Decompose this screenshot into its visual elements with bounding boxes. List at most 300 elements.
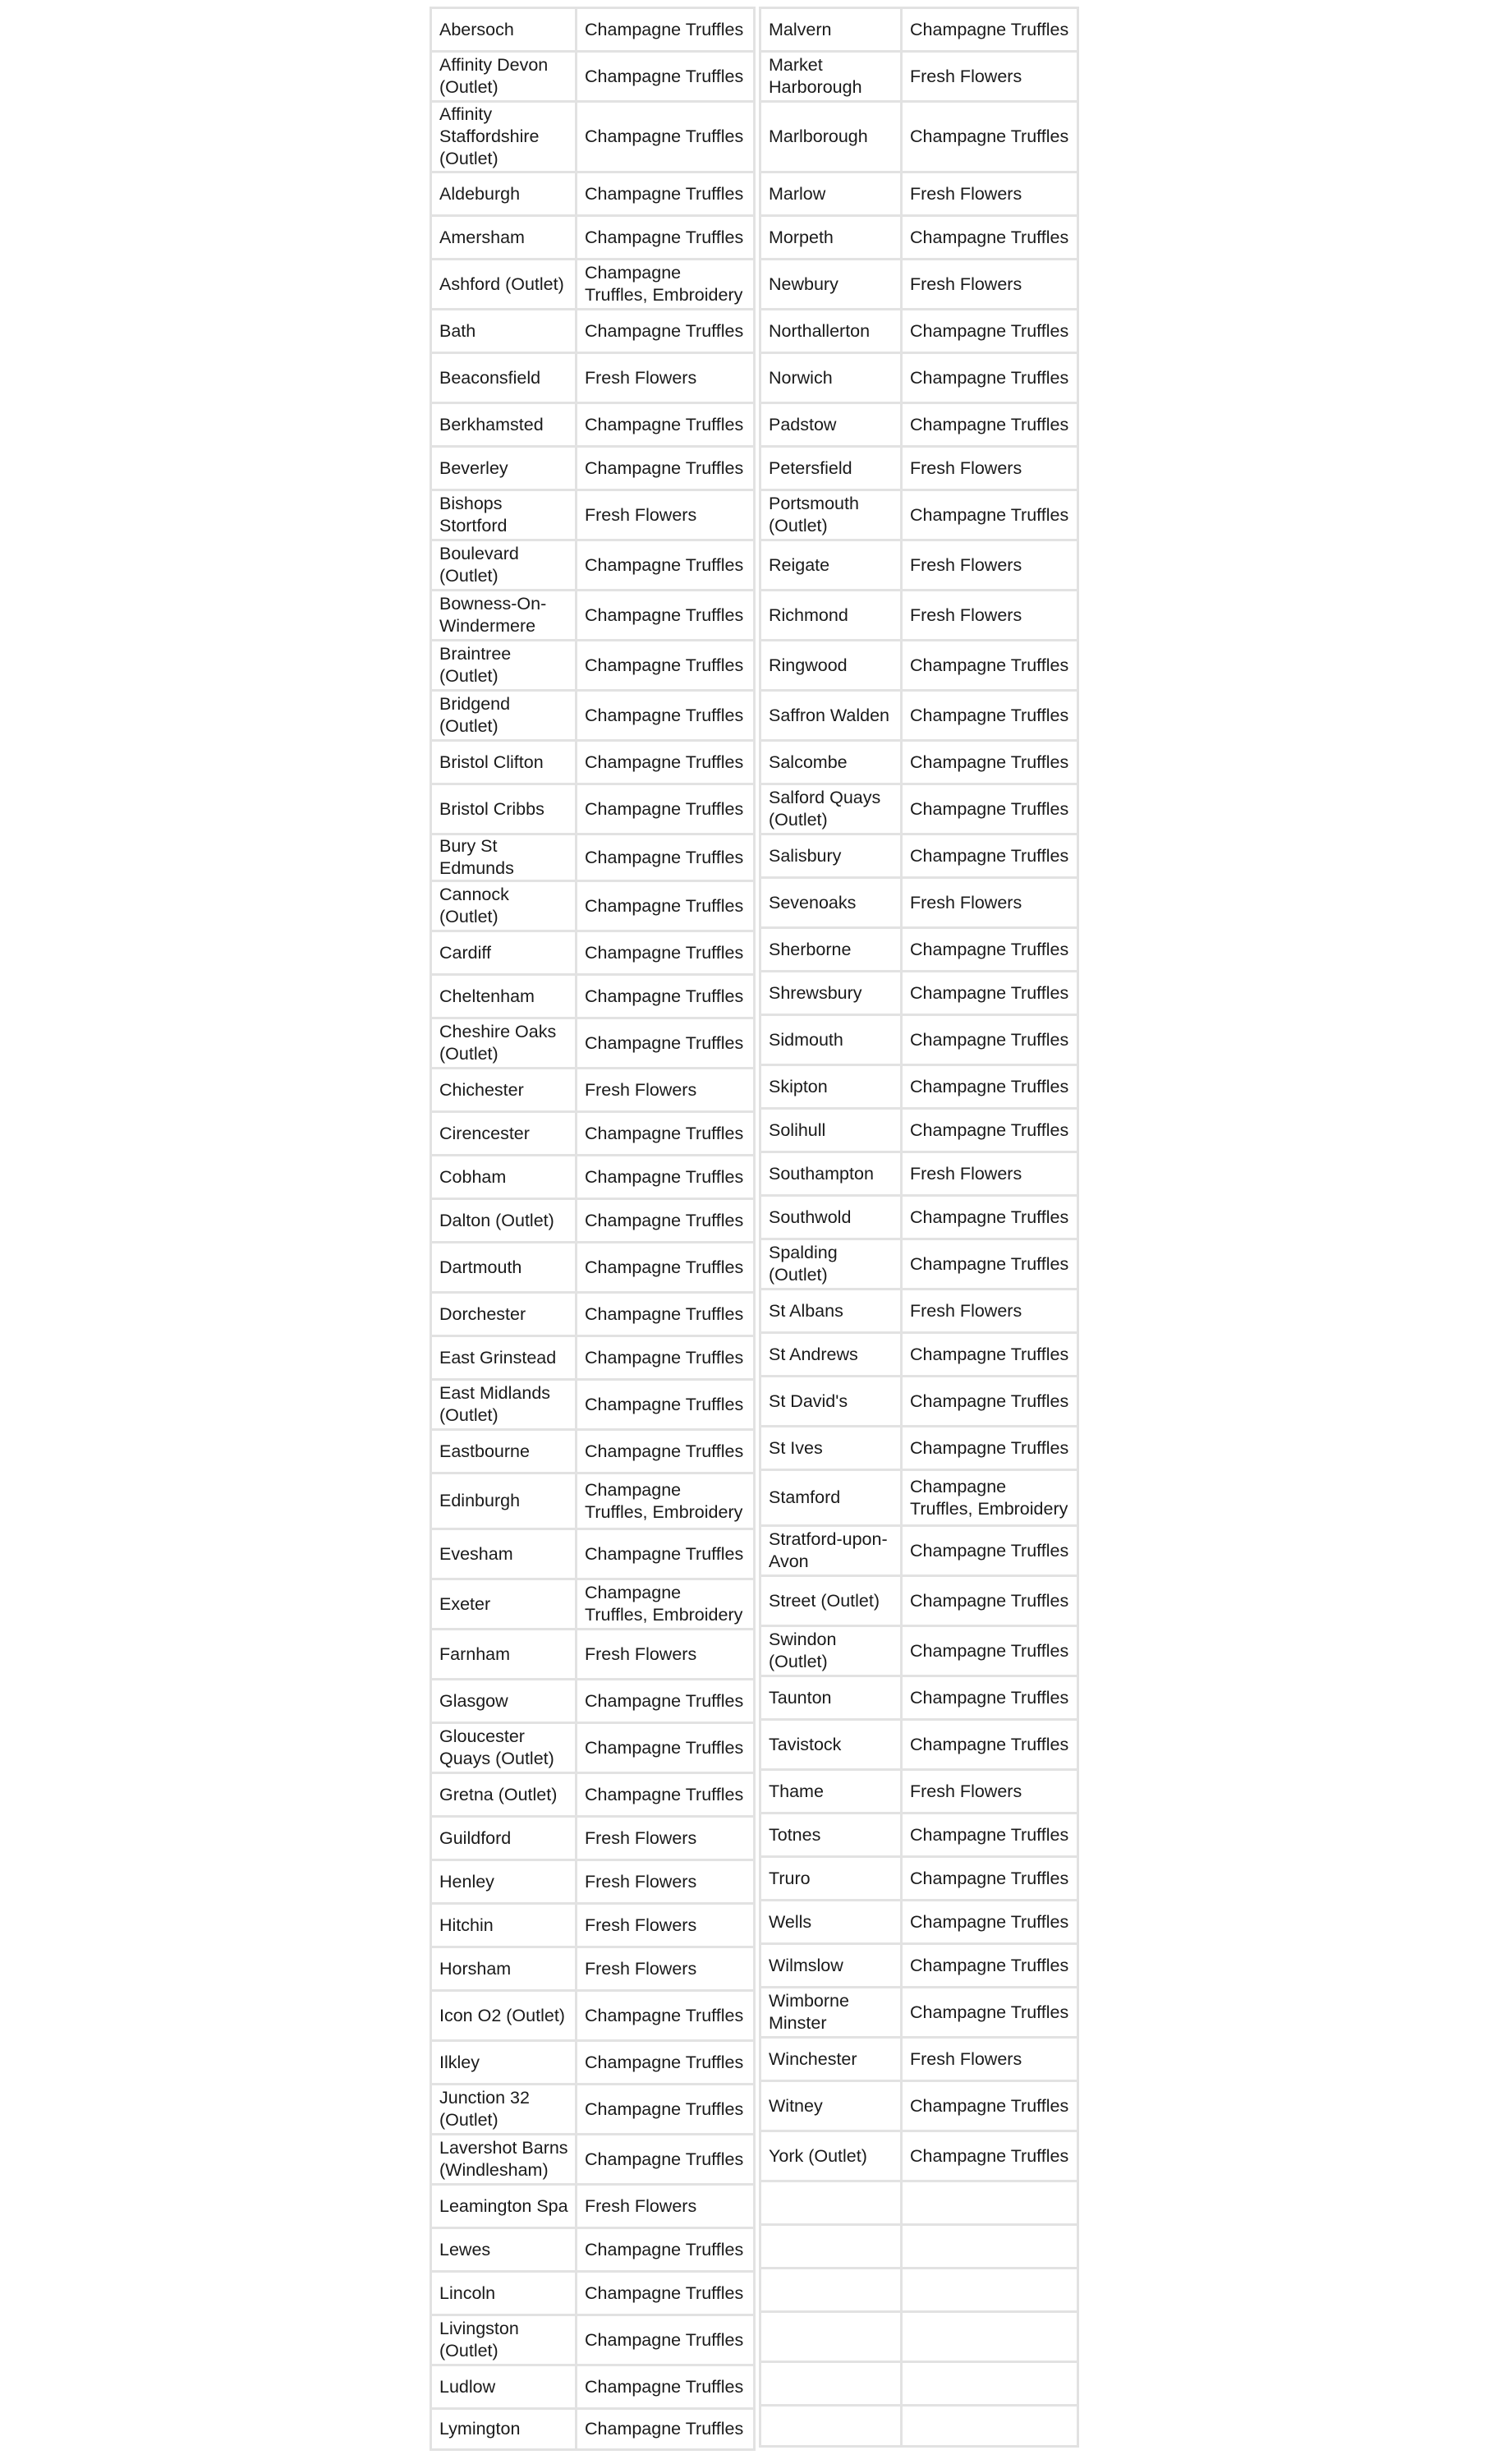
- table-row: [430, 973, 756, 1017]
- service-cell: Champagne Truffles: [900, 1812, 1079, 1855]
- right-half: [759, 7, 1079, 2448]
- store-name-cell: Bowness-On-Windermere: [430, 589, 575, 639]
- table-row: [430, 1722, 756, 1772]
- table-row: [759, 100, 1079, 171]
- table-row: [759, 2310, 1079, 2361]
- table-row: [430, 1291, 756, 1335]
- service-cell: Champagne Truffles: [900, 1855, 1079, 1899]
- store-name-cell: Evesham: [430, 1528, 575, 1578]
- service-cell: Champagne Truffles: [900, 783, 1079, 833]
- service-cell: Champagne Truffles: [575, 1241, 756, 1291]
- table-row: [759, 926, 1079, 970]
- store-name-cell: Beaconsfield: [430, 352, 575, 402]
- table-row: [759, 445, 1079, 489]
- table-row: [759, 833, 1079, 876]
- table-row: [759, 1014, 1079, 1064]
- table-row: [759, 1718, 1079, 1768]
- store-name-cell: Spalding (Outlet): [759, 1238, 900, 1288]
- store-name-cell: Salcombe: [759, 739, 900, 783]
- store-name-cell: Witney: [759, 2080, 900, 2130]
- service-cell: Champagne Truffles: [900, 1718, 1079, 1768]
- service-cell: Fresh Flowers: [900, 1288, 1079, 1331]
- empty-cell: [759, 2267, 900, 2310]
- table-row: [430, 2183, 756, 2227]
- service-cell: Fresh Flowers: [900, 876, 1079, 926]
- store-name-cell: Ludlow: [430, 2364, 575, 2407]
- service-cell: Fresh Flowers: [900, 2036, 1079, 2080]
- service-cell: Champagne Truffles: [900, 1064, 1079, 1107]
- service-cell: Champagne Truffles: [900, 1899, 1079, 1942]
- table-row: [430, 402, 756, 445]
- store-name-cell: Sevenoaks: [759, 876, 900, 926]
- store-name-cell: Hitchin: [430, 1902, 575, 1946]
- table-row: [759, 1151, 1079, 1194]
- store-name-cell: Salisbury: [759, 833, 900, 876]
- table-row: [430, 2314, 756, 2364]
- store-name-cell: Wells: [759, 1899, 900, 1942]
- service-cell: Fresh Flowers: [575, 489, 756, 539]
- table-row: [759, 1855, 1079, 1899]
- store-name-cell: Lewes: [430, 2227, 575, 2270]
- service-cell: Champagne Truffles: [575, 880, 756, 930]
- store-name-cell: Bishops Stortford: [430, 489, 575, 539]
- table-row: [430, 258, 756, 308]
- service-cell: Fresh Flowers: [900, 258, 1079, 308]
- service-cell: Champagne Truffles: [575, 1291, 756, 1335]
- table-row: [759, 1675, 1079, 1718]
- table-row: [430, 930, 756, 973]
- table-row: [759, 783, 1079, 833]
- service-cell: Fresh Flowers: [575, 352, 756, 402]
- store-name-cell: Cheltenham: [430, 973, 575, 1017]
- table-row: [759, 1375, 1079, 1425]
- table-row: [759, 7, 1079, 50]
- store-name-cell: Southampton: [759, 1151, 900, 1194]
- service-cell: Fresh Flowers: [575, 2183, 756, 2227]
- store-name-cell: Wilmslow: [759, 1942, 900, 1986]
- table-row: [430, 1428, 756, 1472]
- service-cell: Champagne Truffles: [900, 1524, 1079, 1574]
- table-row: [759, 352, 1079, 402]
- store-name-cell: St Andrews: [759, 1331, 900, 1375]
- service-cell: Champagne Truffles: [575, 1017, 756, 1067]
- store-name-cell: Livingston (Outlet): [430, 2314, 575, 2364]
- service-cell: Champagne Truffles: [900, 1331, 1079, 1375]
- table-row: [430, 589, 756, 639]
- table-row: [430, 1198, 756, 1241]
- table-row: [430, 1678, 756, 1722]
- store-name-cell: Junction 32 (Outlet): [430, 2083, 575, 2133]
- table-row: [759, 2267, 1079, 2310]
- store-name-cell: Market Harborough: [759, 50, 900, 100]
- store-name-cell: Cheshire Oaks (Outlet): [430, 1017, 575, 1067]
- service-cell: Champagne Truffles: [900, 1675, 1079, 1718]
- table-row: [430, 352, 756, 402]
- empty-cell: [900, 2361, 1079, 2404]
- table-row: [759, 1899, 1079, 1942]
- table-row: [759, 2361, 1079, 2404]
- store-name-cell: Gretna (Outlet): [430, 1772, 575, 1815]
- store-name-cell: Stratford-upon-Avon: [759, 1524, 900, 1574]
- store-name-cell: Glasgow: [430, 1678, 575, 1722]
- service-cell: Champagne Truffles: [575, 639, 756, 689]
- store-name-cell: York (Outlet): [759, 2130, 900, 2180]
- store-name-cell: Affinity Devon (Outlet): [430, 50, 575, 100]
- store-name-cell: Abersoch: [430, 7, 575, 50]
- service-cell: Champagne Truffles: [575, 1528, 756, 1578]
- table-row: [759, 1331, 1079, 1375]
- service-cell: Champagne Truffles: [575, 2364, 756, 2407]
- table-row: [430, 1110, 756, 1154]
- service-cell: Fresh Flowers: [900, 50, 1079, 100]
- table-row: [759, 1986, 1079, 2036]
- table-row: [759, 2223, 1079, 2267]
- store-name-cell: Swindon (Outlet): [759, 1625, 900, 1675]
- table-row: [759, 2080, 1079, 2130]
- store-name-cell: Taunton: [759, 1675, 900, 1718]
- empty-cell: [759, 2180, 900, 2223]
- service-cell: Fresh Flowers: [900, 1768, 1079, 1812]
- store-name-cell: Street (Outlet): [759, 1574, 900, 1625]
- service-cell: Fresh Flowers: [575, 1628, 756, 1678]
- table-row: [430, 2407, 756, 2451]
- service-cell: Champagne Truffles: [900, 833, 1079, 876]
- service-cell: Champagne Truffles: [575, 1678, 756, 1722]
- empty-cell: [759, 2223, 900, 2267]
- store-name-cell: St Albans: [759, 1288, 900, 1331]
- table-row: [430, 880, 756, 930]
- table-row: [759, 1574, 1079, 1625]
- store-name-cell: Dorchester: [430, 1291, 575, 1335]
- table-row: [759, 970, 1079, 1014]
- table-row: [430, 1578, 756, 1628]
- service-cell: Champagne Truffles: [575, 2227, 756, 2270]
- store-name-cell: Lincoln: [430, 2270, 575, 2314]
- service-cell: Champagne Truffles: [900, 352, 1079, 402]
- table-row: [759, 1288, 1079, 1331]
- table-row: [759, 1064, 1079, 1107]
- service-cell: Champagne Truffles: [900, 1194, 1079, 1238]
- service-cell: Champagne Truffles: [900, 1574, 1079, 1625]
- table-row: [759, 1768, 1079, 1812]
- table-row: [430, 1154, 756, 1198]
- table-row: [759, 589, 1079, 639]
- service-cell: Fresh Flowers: [900, 589, 1079, 639]
- table-row: [759, 639, 1079, 689]
- service-cell: Champagne Truffles: [900, 402, 1079, 445]
- store-name-cell: Tavistock: [759, 1718, 900, 1768]
- store-name-cell: Portsmouth (Outlet): [759, 489, 900, 539]
- service-cell: Champagne Truffles: [575, 739, 756, 783]
- service-cell: Champagne Truffles: [575, 2083, 756, 2133]
- service-cell: Fresh Flowers: [575, 1067, 756, 1110]
- service-cell: Champagne Truffles: [900, 1375, 1079, 1425]
- store-name-cell: Southwold: [759, 1194, 900, 1238]
- service-cell: Champagne Truffles: [900, 2130, 1079, 2180]
- service-cell: Champagne Truffles: [575, 1722, 756, 1772]
- store-name-cell: Newbury: [759, 258, 900, 308]
- table-row: [759, 876, 1079, 926]
- store-name-cell: Reigate: [759, 539, 900, 589]
- store-name-cell: Gloucester Quays (Outlet): [430, 1722, 575, 1772]
- table-row: [430, 7, 756, 50]
- store-name-cell: Lavershot Barns (Windlesham): [430, 2133, 575, 2183]
- service-cell: Champagne Truffles: [900, 2080, 1079, 2130]
- table-row: [430, 100, 756, 171]
- store-name-cell: Berkhamsted: [430, 402, 575, 445]
- service-cell: Champagne Truffles: [575, 2407, 756, 2451]
- store-name-cell: East Grinstead: [430, 1335, 575, 1378]
- table-row: [430, 308, 756, 352]
- service-cell: Fresh Flowers: [900, 171, 1079, 214]
- table-row: [430, 1017, 756, 1067]
- table-row: [759, 171, 1079, 214]
- service-cell: Champagne Truffles: [900, 1625, 1079, 1675]
- store-name-cell: Leamington Spa: [430, 2183, 575, 2227]
- table-row: [430, 539, 756, 589]
- service-cell: Champagne Truffles: [575, 2133, 756, 2183]
- service-cell: Champagne Truffles: [575, 7, 756, 50]
- store-name-cell: Malvern: [759, 7, 900, 50]
- table-row: [430, 214, 756, 258]
- table-row: [759, 1194, 1079, 1238]
- store-name-cell: Padstow: [759, 402, 900, 445]
- service-cell: Champagne Truffles: [575, 1428, 756, 1472]
- table-row: [430, 2270, 756, 2314]
- table-row: [759, 539, 1079, 589]
- store-table-left: [430, 7, 756, 2451]
- empty-cell: [900, 2223, 1079, 2267]
- service-cell: Champagne Truffles: [575, 1378, 756, 1428]
- empty-cell: [900, 2180, 1079, 2223]
- store-name-cell: Sherborne: [759, 926, 900, 970]
- store-name-cell: Bath: [430, 308, 575, 352]
- table-row: [430, 445, 756, 489]
- empty-cell: [900, 2404, 1079, 2448]
- service-cell: Fresh Flowers: [575, 1859, 756, 1902]
- service-cell: Champagne Truffles: [575, 100, 756, 171]
- store-name-cell: Guildford: [430, 1815, 575, 1859]
- store-name-cell: Ilkley: [430, 2039, 575, 2083]
- store-name-cell: Affinity Staffordshire (Outlet): [430, 100, 575, 171]
- service-cell: Champagne Truffles: [900, 1986, 1079, 2036]
- service-cell: Champagne Truffles: [575, 445, 756, 489]
- table-row: [759, 258, 1079, 308]
- service-cell: Fresh Flowers: [900, 1151, 1079, 1194]
- store-name-cell: Bury St Edmunds: [430, 833, 575, 880]
- store-name-cell: Lymington: [430, 2407, 575, 2451]
- store-name-cell: Dartmouth: [430, 1241, 575, 1291]
- store-name-cell: Stamford: [759, 1469, 900, 1524]
- store-name-cell: Beverley: [430, 445, 575, 489]
- table-row: [430, 783, 756, 833]
- store-name-cell: Aldeburgh: [430, 171, 575, 214]
- store-name-cell: Marlborough: [759, 100, 900, 171]
- empty-cell: [900, 2310, 1079, 2361]
- table-row: [430, 1815, 756, 1859]
- store-name-cell: Edinburgh: [430, 1472, 575, 1528]
- service-cell: Champagne Truffles: [575, 1110, 756, 1154]
- service-cell: Champagne Truffles: [900, 1425, 1079, 1469]
- service-cell: Champagne Truffles: [900, 1942, 1079, 1986]
- store-name-cell: Shrewsbury: [759, 970, 900, 1014]
- table-row: [759, 739, 1079, 783]
- table-row: [759, 1812, 1079, 1855]
- service-cell: Champagne Truffles: [575, 973, 756, 1017]
- service-cell: Champagne Truffles: [575, 1335, 756, 1378]
- empty-cell: [759, 2310, 900, 2361]
- table-row: [430, 2227, 756, 2270]
- store-name-cell: Salford Quays (Outlet): [759, 783, 900, 833]
- store-name-cell: Sidmouth: [759, 1014, 900, 1064]
- table-row: [759, 2404, 1079, 2448]
- service-cell: Champagne Truffles: [900, 308, 1079, 352]
- table-row: [759, 308, 1079, 352]
- store-name-cell: Cardiff: [430, 930, 575, 973]
- table-row: [430, 1989, 756, 2039]
- store-name-cell: Wimborne Minster: [759, 1986, 900, 2036]
- service-cell: Fresh Flowers: [900, 539, 1079, 589]
- service-cell: Champagne Truffles: [575, 402, 756, 445]
- table-row: [759, 214, 1079, 258]
- store-table-right: [759, 7, 1079, 2448]
- service-cell: Champagne Truffles: [575, 214, 756, 258]
- service-cell: Champagne Truffles: [575, 539, 756, 589]
- store-name-cell: Bridgend (Outlet): [430, 689, 575, 739]
- service-cell: Champagne Truffles, Embroidery: [575, 1578, 756, 1628]
- table-row: [430, 1946, 756, 1989]
- service-cell: Champagne Truffles: [575, 689, 756, 739]
- table-row: [430, 2133, 756, 2183]
- service-cell: Champagne Truffles: [575, 2270, 756, 2314]
- service-cell: Champagne Truffles: [575, 171, 756, 214]
- service-cell: Champagne Truffles: [575, 1154, 756, 1198]
- table-row: [430, 1528, 756, 1578]
- store-name-cell: Cannock (Outlet): [430, 880, 575, 930]
- store-name-cell: Eastbourne: [430, 1428, 575, 1472]
- store-name-cell: Amersham: [430, 214, 575, 258]
- service-cell: Champagne Truffles: [575, 2039, 756, 2083]
- store-name-cell: Solihull: [759, 1107, 900, 1151]
- service-cell: Champagne Truffles: [900, 489, 1079, 539]
- store-name-cell: Thame: [759, 1768, 900, 1812]
- store-name-cell: Ashford (Outlet): [430, 258, 575, 308]
- service-cell: Champagne Truffles, Embroidery: [575, 1472, 756, 1528]
- left-half: [430, 7, 756, 2451]
- service-cell: Champagne Truffles: [900, 214, 1079, 258]
- service-cell: Fresh Flowers: [900, 445, 1079, 489]
- table-row: [430, 2083, 756, 2133]
- service-cell: Champagne Truffles: [900, 1107, 1079, 1151]
- service-cell: Champagne Truffles: [575, 2314, 756, 2364]
- table-row: [430, 1628, 756, 1678]
- store-name-cell: Horsham: [430, 1946, 575, 1989]
- store-name-cell: Ringwood: [759, 639, 900, 689]
- table-row: [430, 1772, 756, 1815]
- service-cell: Champagne Truffles: [575, 308, 756, 352]
- table-row: [430, 1241, 756, 1291]
- store-name-cell: Skipton: [759, 1064, 900, 1107]
- store-name-cell: Northallerton: [759, 308, 900, 352]
- store-name-cell: Winchester: [759, 2036, 900, 2080]
- service-cell: Champagne Truffles: [575, 1989, 756, 2039]
- table-row: [759, 50, 1079, 100]
- store-name-cell: Braintree (Outlet): [430, 639, 575, 689]
- store-name-cell: Richmond: [759, 589, 900, 639]
- store-name-cell: Bristol Clifton: [430, 739, 575, 783]
- table-row: [759, 1469, 1079, 1524]
- table-row: [759, 1238, 1079, 1288]
- store-name-cell: Petersfield: [759, 445, 900, 489]
- table-row: [759, 1942, 1079, 1986]
- table-row: [759, 2180, 1079, 2223]
- table-row: [759, 1625, 1079, 1675]
- store-name-cell: Norwich: [759, 352, 900, 402]
- table-row: [430, 489, 756, 539]
- service-cell: Champagne Truffles: [900, 639, 1079, 689]
- empty-cell: [759, 2361, 900, 2404]
- table-row: [430, 689, 756, 739]
- table-row: [430, 739, 756, 783]
- service-cell: Champagne Truffles: [900, 100, 1079, 171]
- service-cell: Champagne Truffles: [900, 970, 1079, 1014]
- service-cell: Champagne Truffles, Embroidery: [900, 1469, 1079, 1524]
- store-name-cell: Saffron Walden: [759, 689, 900, 739]
- store-name-cell: Bristol Cribbs: [430, 783, 575, 833]
- store-name-cell: St Ives: [759, 1425, 900, 1469]
- table-row: [430, 1335, 756, 1378]
- service-cell: Champagne Truffles: [575, 783, 756, 833]
- service-cell: Champagne Truffles: [575, 930, 756, 973]
- service-cell: Champagne Truffles: [900, 689, 1079, 739]
- store-name-cell: Morpeth: [759, 214, 900, 258]
- table-row: [430, 171, 756, 214]
- table-row: [430, 833, 756, 880]
- table-row: [430, 1378, 756, 1428]
- store-name-cell: Truro: [759, 1855, 900, 1899]
- store-name-cell: Exeter: [430, 1578, 575, 1628]
- store-name-cell: Dalton (Outlet): [430, 1198, 575, 1241]
- service-cell: Fresh Flowers: [575, 1946, 756, 1989]
- table-row: [759, 2130, 1079, 2180]
- empty-cell: [759, 2404, 900, 2448]
- service-cell: Champagne Truffles: [900, 739, 1079, 783]
- table-row: [430, 1067, 756, 1110]
- table-row: [759, 1425, 1079, 1469]
- service-cell: Champagne Truffles: [900, 1014, 1079, 1064]
- table-row: [430, 1472, 756, 1528]
- service-cell: Champagne Truffles: [900, 7, 1079, 50]
- store-name-cell: Totnes: [759, 1812, 900, 1855]
- store-name-cell: Cobham: [430, 1154, 575, 1198]
- store-name-cell: St David's: [759, 1375, 900, 1425]
- table-row: [430, 2364, 756, 2407]
- store-name-cell: Marlow: [759, 171, 900, 214]
- table-row: [759, 489, 1079, 539]
- service-cell: Champagne Truffles: [575, 1772, 756, 1815]
- store-name-cell: Chichester: [430, 1067, 575, 1110]
- service-cell: Champagne Truffles: [575, 833, 756, 880]
- store-name-cell: Boulevard (Outlet): [430, 539, 575, 589]
- store-name-cell: Henley: [430, 1859, 575, 1902]
- service-cell: Champagne Truffles, Embroidery: [575, 258, 756, 308]
- store-name-cell: Farnham: [430, 1628, 575, 1678]
- store-name-cell: Icon O2 (Outlet): [430, 1989, 575, 2039]
- service-cell: Fresh Flowers: [575, 1815, 756, 1859]
- service-cell: Champagne Truffles: [575, 1198, 756, 1241]
- table-row: [430, 639, 756, 689]
- service-cell: Champagne Truffles: [900, 1238, 1079, 1288]
